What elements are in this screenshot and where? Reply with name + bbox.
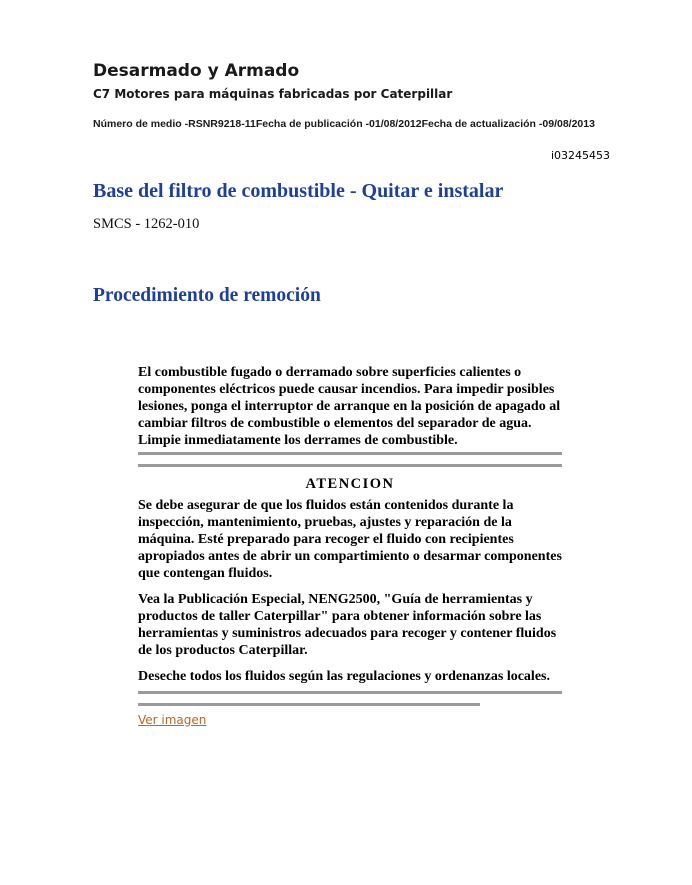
view-image-link[interactable]: Ver imagen bbox=[138, 712, 207, 727]
safety-content-block bbox=[138, 364, 562, 729]
publication-date-value: 01/08/2012 bbox=[369, 117, 422, 130]
media-meta-line bbox=[93, 118, 610, 132]
media-number-label: Número de medio - bbox=[93, 117, 189, 130]
warning-text: El combustible fugado o derramado sobre superficies calientes o componentes eléctricos puede causar incendios. Para impedir posibles lesiones, ponga el interruptor de arranque en la posición de apagado al cambiar filtros de combustible o elementos del separador de agua. Limpie inmediatamente los derrames de combustible. bbox=[138, 364, 561, 448]
divider-short bbox=[138, 703, 480, 706]
update-date-label: Fecha de actualización - bbox=[421, 117, 543, 130]
notice-heading: ATENCION bbox=[305, 475, 395, 492]
update-date-value: 09/08/2013 bbox=[542, 117, 595, 130]
document-header bbox=[93, 62, 610, 162]
page-title: Base del filtro de combustible - Quitar e instalar bbox=[93, 179, 504, 202]
divider bbox=[138, 691, 562, 694]
publication-date-label: Fecha de publicación - bbox=[255, 117, 370, 130]
notice-paragraph: Vea la Publicación Especial, NENG2500, "Guía de herramientas y productos de taller Caterpillar" para obtener información sobre las herramientas y suministros adecuados para recoger y contener fluidos de los productos Caterpillar. bbox=[138, 591, 557, 658]
revision-id: i03245453 bbox=[550, 148, 610, 162]
manual-title: Desarmado y Armado bbox=[93, 61, 300, 81]
manual-subtitle: C7 Motores para máquinas fabricadas por Caterpillar bbox=[93, 86, 453, 101]
notice-paragraph: Deseche todos los fluidos según las regulaciones y ordenanzas locales. bbox=[138, 668, 550, 684]
divider bbox=[138, 464, 562, 467]
notice-paragraph: Se debe asegurar de que los fluidos están contenidos durante la inspección, mantenimiento, pruebas, ajustes y reparación de la máquina. Esté preparado para recoger el fluido con recipientes apropiados antes de abrir un compartimiento o desarmar componentes que contengan fluidos. bbox=[138, 497, 562, 581]
smcs-code: SMCS - 1262-010 bbox=[93, 215, 200, 232]
divider bbox=[138, 452, 562, 455]
media-number-value: RSNR9218-11 bbox=[188, 117, 256, 130]
section-heading-removal-procedure: Procedimiento de remoción bbox=[93, 285, 321, 307]
